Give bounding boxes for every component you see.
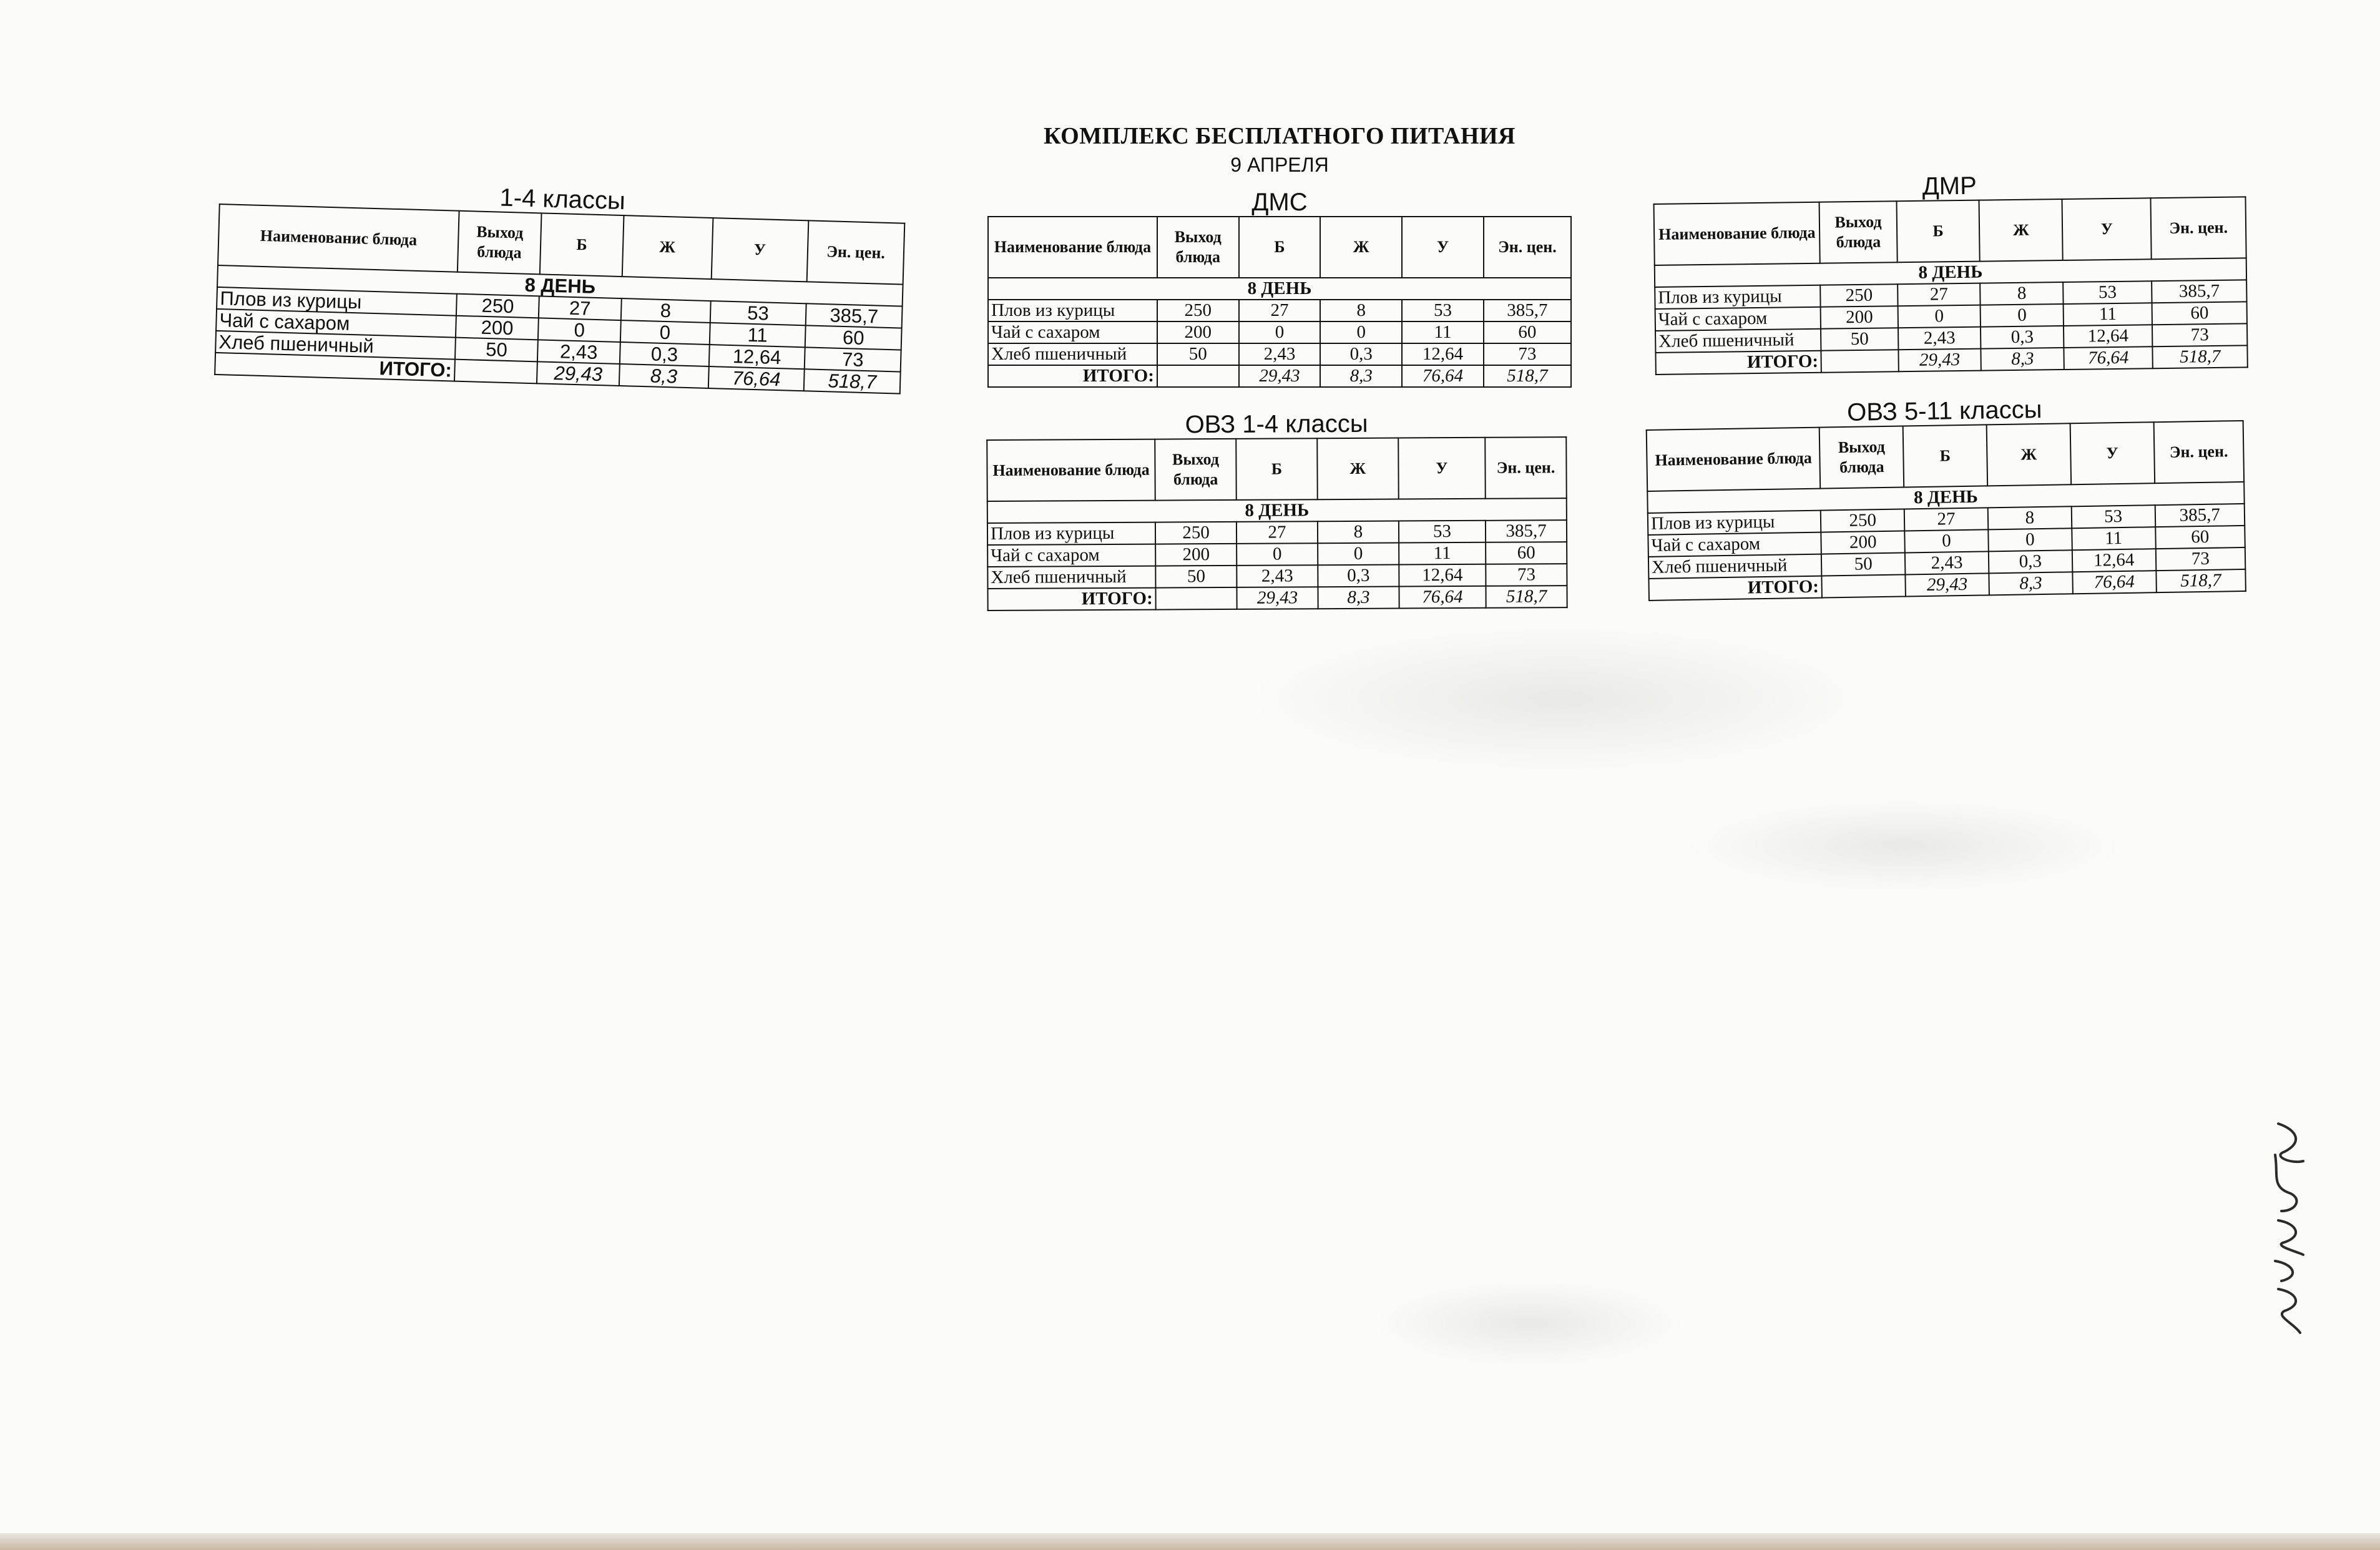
dish-u: 53 <box>2071 505 2155 528</box>
total-yield <box>1822 574 1906 597</box>
dish-b: 0 <box>1239 321 1321 343</box>
column-header-u: У <box>2070 422 2154 484</box>
day-label: 8 ДЕНЬ <box>1647 482 2244 513</box>
total-energy: 518,7 <box>804 369 901 393</box>
column-header-zh: Ж <box>1317 438 1398 500</box>
table-header-row <box>987 437 1567 501</box>
total-zh: 8,3 <box>1320 365 1402 387</box>
table-row <box>987 520 1567 545</box>
total-label: ИТОГО: <box>215 353 455 381</box>
column-header-yield: Выход блюда <box>1819 201 1897 263</box>
total-u: 76,64 <box>2064 346 2153 370</box>
dish-energy: 73 <box>1484 343 1571 365</box>
menu-block-ovz-1-4 <box>986 409 1568 611</box>
dish-b: 2,43 <box>1898 327 1981 350</box>
dish-zh: 0,3 <box>1318 565 1399 587</box>
total-label: ИТОГО: <box>1655 351 1821 375</box>
day-label: 8 ДЕНЬ <box>988 278 1571 300</box>
dish-b: 27 <box>1898 283 1981 307</box>
total-u: 76,64 <box>2072 571 2156 594</box>
dish-zh: 8 <box>621 298 711 323</box>
dish-energy: 60 <box>805 325 902 350</box>
column-header-b: Б <box>1236 438 1317 500</box>
column-header-u: У <box>1402 217 1484 278</box>
dish-b: 0 <box>538 318 621 342</box>
dish-u: 53 <box>1399 521 1486 543</box>
dish-energy: 73 <box>2155 547 2245 571</box>
dish-b: 2,43 <box>537 340 620 364</box>
dish-zh: 8 <box>1988 506 2072 529</box>
dish-zh: 0,3 <box>1981 326 2064 349</box>
dish-u: 53 <box>2063 281 2152 304</box>
dish-yield: 200 <box>456 316 539 340</box>
dish-u: 12,64 <box>708 345 805 369</box>
table-row <box>988 343 1571 365</box>
total-row <box>988 365 1571 387</box>
menu-caption: ОВЗ 1-4 классы <box>1185 410 1368 439</box>
dish-zh: 8 <box>1981 282 2064 305</box>
day-label: 8 ДЕНЬ <box>1655 258 2246 287</box>
column-header-energy: Эн. цен. <box>2151 197 2246 259</box>
dish-energy: 60 <box>1484 321 1571 343</box>
column-header-zh: Ж <box>1320 217 1402 278</box>
column-header-zh: Ж <box>1987 423 2071 486</box>
dish-u: 53 <box>1402 300 1484 321</box>
dish-name: Хлеб пшеничный <box>988 343 1157 365</box>
dish-b: 27 <box>1237 521 1318 544</box>
menu-table <box>1646 420 2246 601</box>
column-header-u: У <box>1398 438 1486 499</box>
dish-b: 0 <box>1237 543 1318 566</box>
total-u: 76,64 <box>1399 586 1486 609</box>
dish-yield: 250 <box>456 294 539 318</box>
menu-block-ovz-5-11 <box>1645 393 2246 601</box>
paper-smudge <box>1685 799 2122 893</box>
column-header-u: У <box>2062 198 2152 260</box>
menu-table <box>214 204 905 395</box>
menu-caption: ДМР <box>1922 172 1977 200</box>
dish-b: 0 <box>1898 305 1981 328</box>
dish-u: 11 <box>1402 321 1484 343</box>
total-label: ИТОГО: <box>988 365 1157 387</box>
menu-block-dms <box>987 189 1572 388</box>
total-u: 76,64 <box>708 366 805 391</box>
dish-name: Хлеб пшеничный <box>1648 554 1822 579</box>
paper-smudge <box>1373 1280 1685 1367</box>
total-yield <box>1156 587 1237 610</box>
dish-name: Чай с сахаром <box>988 321 1157 343</box>
dish-energy: 385,7 <box>2155 504 2245 527</box>
column-header-energy: Эн. цен. <box>1485 437 1566 499</box>
total-row <box>987 586 1567 611</box>
dish-energy: 73 <box>1486 564 1567 586</box>
dish-b: 2,43 <box>1239 343 1321 365</box>
table-row <box>988 300 1571 321</box>
dish-zh: 0,3 <box>620 342 710 366</box>
table-row <box>988 321 1571 343</box>
paper-smudge <box>1248 624 1873 774</box>
dish-u: 53 <box>710 301 806 325</box>
total-b: 29,43 <box>1905 573 1989 596</box>
total-zh: 8,3 <box>1981 348 2064 371</box>
column-header-energy: Эн. цен. <box>1484 217 1571 278</box>
day-label: 8 ДЕНЬ <box>987 498 1567 523</box>
dish-energy: 60 <box>2155 526 2245 549</box>
dish-zh: 0,3 <box>1320 343 1402 365</box>
dish-name: Чай с сахаром <box>1648 532 1821 557</box>
total-zh: 8,3 <box>619 364 709 388</box>
dish-yield: 200 <box>1157 321 1239 343</box>
dish-b: 27 <box>1904 508 1988 531</box>
dish-name: Чай с сахаром <box>1655 307 1821 331</box>
day-row <box>988 278 1571 300</box>
column-header-b: Б <box>540 213 624 277</box>
column-header-u: У <box>711 218 808 282</box>
dish-name: Плов из курицы <box>987 522 1155 545</box>
dish-zh: 0 <box>620 320 710 345</box>
total-b: 29,43 <box>537 361 620 386</box>
page-title: КОМПЛЕКС БЕСПЛАТНОГО ПИТАНИЯ <box>1043 123 1516 149</box>
column-header-b: Б <box>1896 200 1980 263</box>
total-b: 29,43 <box>1239 365 1321 387</box>
dish-energy: 60 <box>2152 302 2247 325</box>
total-label: ИТОГО: <box>1648 576 1822 601</box>
dish-name: Чай с сахаром <box>987 544 1155 567</box>
dish-u: 11 <box>2072 527 2155 550</box>
dish-name: Плов из курицы <box>1648 511 1821 535</box>
dish-energy: 73 <box>805 347 901 371</box>
dish-zh: 8 <box>1318 521 1399 544</box>
dish-yield: 50 <box>455 338 538 362</box>
total-u: 76,64 <box>1402 365 1484 387</box>
column-header-zh: Ж <box>622 215 713 279</box>
menu-caption: ДМС <box>1251 189 1308 216</box>
dish-u: 12,64 <box>2064 325 2153 348</box>
dish-energy: 385,7 <box>806 303 903 328</box>
dish-energy: 385,7 <box>1484 300 1571 321</box>
dish-yield: 250 <box>1155 522 1237 544</box>
dish-yield: 50 <box>1821 328 1898 351</box>
dish-u: 11 <box>1399 542 1486 565</box>
column-header-b: Б <box>1239 217 1321 278</box>
column-header-yield: Выход блюда <box>458 211 541 275</box>
dish-yield: 50 <box>1155 566 1237 588</box>
total-energy: 518,7 <box>1486 586 1567 608</box>
column-header-b: Б <box>1903 424 1987 487</box>
dish-energy: 385,7 <box>1486 520 1567 542</box>
dish-energy: 60 <box>1486 542 1567 564</box>
dish-energy: 73 <box>2152 323 2247 346</box>
dish-u: 12,64 <box>2072 549 2156 572</box>
menu-table <box>986 436 1567 611</box>
day-label: 8 ДЕНЬ <box>217 265 903 307</box>
column-header-yield: Выход блюда <box>1155 439 1236 501</box>
column-header-name: Наименование блюда <box>987 439 1155 501</box>
column-header-name: Наименование блюда <box>1647 428 1821 491</box>
column-header-name: Наименованис блюда <box>218 204 459 272</box>
menu-block-1-4-classes <box>214 176 906 395</box>
dish-zh: 0 <box>1318 543 1399 566</box>
column-header-yield: Выход блюда <box>1157 217 1239 278</box>
dish-yield: 200 <box>1155 544 1237 566</box>
dish-yield: 250 <box>1157 300 1239 321</box>
dish-zh: 0,3 <box>1989 550 2072 573</box>
dish-yield: 50 <box>1821 552 1905 576</box>
column-header-energy: Эн. цен. <box>2153 421 2244 483</box>
dish-yield: 50 <box>1157 343 1239 365</box>
total-energy: 518,7 <box>1484 365 1571 387</box>
dish-name: Плов из курицы <box>1655 285 1821 309</box>
column-header-yield: Выход блюда <box>1819 426 1904 489</box>
total-energy: 518,7 <box>2156 569 2246 592</box>
dish-b: 27 <box>539 296 622 320</box>
dish-name: Плов из курицы <box>217 287 457 316</box>
dish-energy: 385,7 <box>2152 280 2246 303</box>
handwritten-signature <box>2260 1117 2316 1342</box>
dish-zh: 0 <box>1988 528 2072 551</box>
total-energy: 518,7 <box>2153 345 2248 368</box>
dish-zh: 0 <box>1320 321 1402 343</box>
column-header-name: Наименование блюда <box>988 217 1157 278</box>
table-header-row <box>1654 197 2246 265</box>
dish-yield: 200 <box>1821 531 1905 554</box>
dish-b: 2,43 <box>1905 551 1989 574</box>
dish-yield: 250 <box>1821 284 1898 307</box>
dish-b: 27 <box>1239 300 1321 321</box>
total-b: 29,43 <box>1898 349 1981 372</box>
dish-u: 11 <box>709 323 806 347</box>
total-label: ИТОГО: <box>987 588 1155 611</box>
menu-block-dmr <box>1653 169 2248 375</box>
dish-yield: 200 <box>1821 306 1898 329</box>
table-header-row <box>1647 421 2244 491</box>
total-yield <box>454 360 537 384</box>
dish-zh: 0 <box>1981 304 2064 327</box>
dish-zh: 8 <box>1320 300 1402 321</box>
day-row <box>987 498 1567 523</box>
page-date: 9 АПРЕЛЯ <box>1230 154 1329 176</box>
scan-bottom-edge <box>0 1533 2380 1550</box>
total-b: 29,43 <box>1237 587 1318 609</box>
dish-name: Хлеб пшеничный <box>1655 329 1821 353</box>
column-header-energy: Эн. цен. <box>807 220 904 284</box>
column-header-name: Наименование блюда <box>1654 202 1821 265</box>
dish-yield: 250 <box>1821 509 1904 532</box>
table-row <box>987 542 1567 567</box>
total-zh: 8,3 <box>1989 572 2072 595</box>
dish-name: Хлеб пшеничный <box>215 331 456 360</box>
total-yield <box>1157 365 1239 387</box>
total-zh: 8,3 <box>1318 587 1399 609</box>
table-row <box>987 564 1567 589</box>
dish-u: 12,64 <box>1399 564 1486 587</box>
menu-caption: ОВЗ 5-11 классы <box>1846 396 2042 426</box>
table-header-row <box>988 217 1571 278</box>
dish-name: Хлеб пшеничный <box>987 566 1155 589</box>
column-header-zh: Ж <box>1979 199 2063 262</box>
dish-name: Чай с сахаром <box>216 309 456 338</box>
dish-b: 2,43 <box>1237 565 1318 587</box>
total-yield <box>1821 350 1899 373</box>
menu-table <box>1653 196 2248 375</box>
menu-caption: 1-4 классы <box>499 184 626 215</box>
dish-b: 0 <box>1904 529 1988 552</box>
dish-u: 11 <box>2064 303 2153 326</box>
dish-u: 12,64 <box>1402 343 1484 365</box>
menu-table <box>987 216 1572 388</box>
dish-name: Плов из курицы <box>988 300 1157 321</box>
